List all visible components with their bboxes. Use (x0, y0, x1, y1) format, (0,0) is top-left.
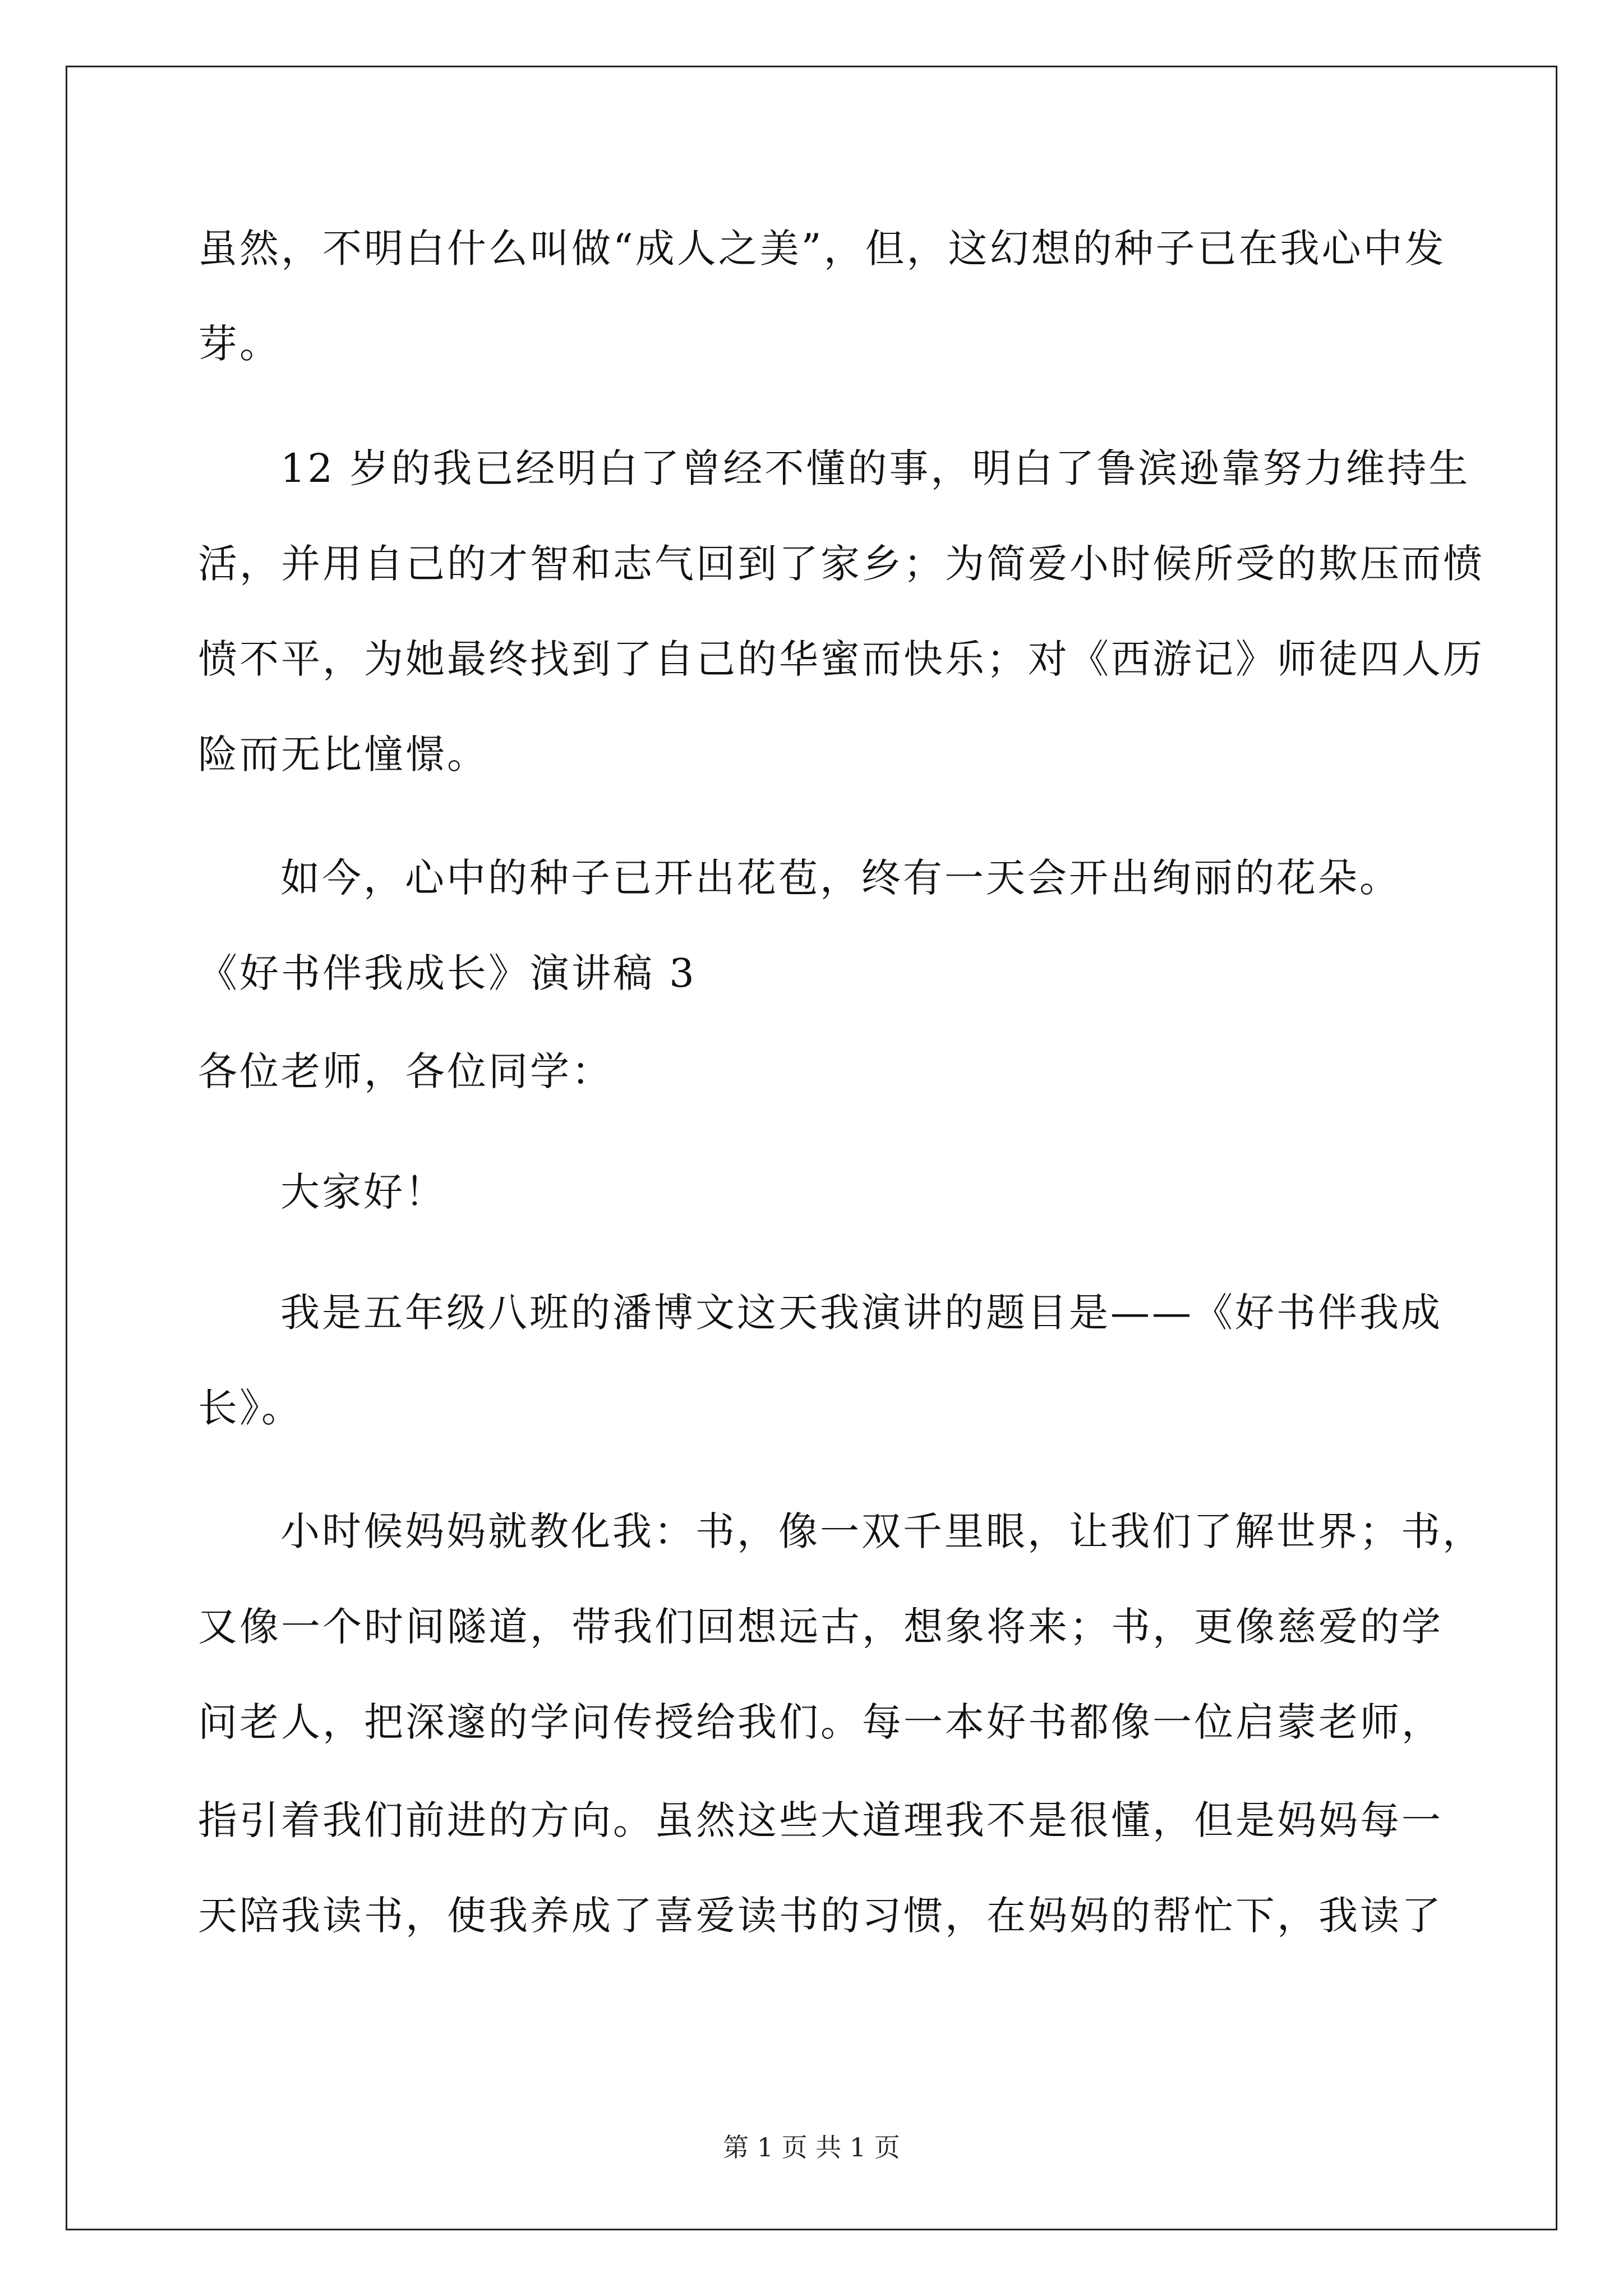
speech-title: 《好书伴我成长》演讲稿 3 (198, 950, 697, 996)
greeting: 大家好！ (280, 1169, 446, 1215)
paragraph-1-line-2: 芽。 (198, 321, 281, 367)
salutation: 各位老师，各位同学： (198, 1048, 613, 1094)
paragraph-2-line-4: 险而无比憧憬。 (198, 731, 488, 777)
paragraph-8-line-3: 问老人，把深邃的学问传授给我们。每一本好书都像一位启蒙老师， (198, 1699, 1443, 1745)
paragraph-8-line-1: 小时候妈妈就教化我：书，像一双千里眼，让我们了解世界；书， (280, 1508, 1484, 1554)
paragraph-7-line-1: 我是五年级八班的潘博文这天我演讲的题目是——《好书伴我成 (280, 1290, 1442, 1336)
paragraph-8-line-2: 又像一个时间隧道，带我们回想远古，想象将来；书，更像慈爱的学 (198, 1604, 1443, 1650)
paragraph-8-line-5: 天陪我读书，使我养成了喜爱读书的习惯，在妈妈的帮忙下，我读了 (198, 1893, 1443, 1939)
paragraph-1-line-1: 虽然，不明白什么叫做“成人之美”，但，这幻想的种子已在我心中发 (198, 226, 1446, 272)
paragraph-2-line-1: 12 岁的我已经明白了曾经不懂的事，明白了鲁滨逊靠努力维持生 (280, 445, 1470, 491)
paragraph-2-line-2: 活，并用自己的才智和志气回到了家乡；为简爱小时候所受的欺压而愤 (198, 541, 1484, 587)
paragraph-8-line-4: 指引着我们前进的方向。虽然这些大道理我不是很懂，但是妈妈每一 (198, 1797, 1443, 1843)
paragraph-2-line-3: 愤不平，为她最终找到了自己的华蜜而快乐；对《西游记》师徒四人历 (198, 636, 1484, 682)
paragraph-3-line-1: 如今，心中的种子已开出花苞，终有一天会开出绚丽的花朵。 (280, 855, 1401, 901)
paragraph-7-line-2: 长》。 (198, 1385, 303, 1431)
page-footer: 第 1 页 共 1 页 (723, 2132, 900, 2162)
